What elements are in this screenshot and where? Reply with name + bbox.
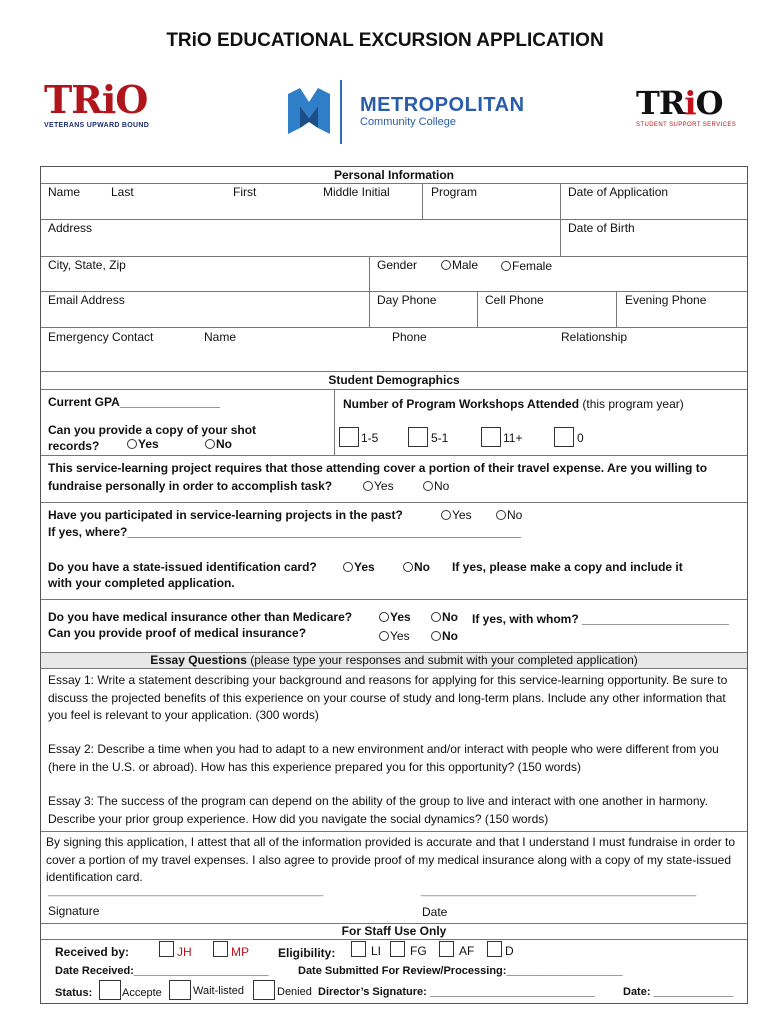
metropolitan-logo — [288, 78, 528, 146]
radio-icon — [423, 481, 433, 491]
status-waitlisted-checkbox[interactable] — [169, 980, 191, 1000]
radio-icon — [501, 261, 511, 271]
received-mp-checkbox[interactable] — [213, 941, 228, 957]
city-state-zip-label: City, State, Zip — [48, 258, 126, 272]
status-label: Status: — [55, 987, 93, 999]
radio-icon — [379, 631, 389, 641]
date-of-birth-label: Date of Birth — [568, 221, 635, 235]
service-learning-no-option[interactable]: No — [496, 508, 522, 522]
cell-phone-label: Cell Phone — [485, 293, 544, 307]
radio-icon — [127, 439, 137, 449]
state-id-question: Do you have a state-issued identification card? — [48, 560, 317, 574]
workshops-0-label: 0 — [577, 431, 584, 445]
staff-date-field[interactable]: Date: _____________ — [623, 986, 734, 998]
logo-divider — [340, 80, 342, 144]
staff-use-header: For Staff Use Only — [41, 924, 747, 939]
received-by-label: Received by: — [55, 945, 130, 959]
fundraise-yes-option[interactable]: Yes — [363, 479, 394, 493]
trio-veterans-logo — [44, 77, 154, 136]
radio-icon — [431, 631, 441, 641]
radio-icon — [363, 481, 373, 491]
service-learning-where-field[interactable]: If yes, where?___________________________________________________________ — [48, 525, 522, 539]
essay-3-prompt: Essay 3: The success of the program can depend on the ability of the group to live and interact with one another in harmony. Describe your prior group experience. How did you navigate the social dynamics? (150 words) — [48, 794, 708, 826]
received-jh-label: JH — [177, 945, 192, 959]
trio-sss-word: TRiO — [636, 84, 723, 122]
emergency-relationship-label: Relationship — [561, 330, 628, 344]
workshops-label: Number of Program Workshops Attended (this program year) — [343, 397, 684, 411]
workshops-0-checkbox[interactable] — [554, 427, 574, 447]
essay-questions-header: Essay Questions (please type your responses and submit with your completed application) — [41, 653, 747, 668]
trio-logo-subtitle: VETERANS UPWARD BOUND — [44, 122, 150, 129]
trio-sss-logo — [636, 86, 746, 132]
program-label: Program — [431, 185, 478, 199]
workshops-11-checkbox[interactable] — [481, 427, 501, 447]
medical-insurance-whom-field[interactable]: If yes, with whom? ______________________ — [472, 612, 729, 626]
eligibility-li-checkbox[interactable] — [351, 941, 366, 957]
date-submitted-field[interactable]: Date Submitted For Review/Processing:___________________ — [298, 965, 623, 977]
radio-icon — [441, 510, 451, 520]
eligibility-fg-checkbox[interactable] — [390, 941, 405, 957]
proof-of-insurance-question: Can you provide proof of medical insurance? — [48, 626, 307, 640]
eligibility-li-label: LI — [371, 944, 382, 958]
fundraise-no-option[interactable]: No — [423, 479, 449, 493]
proof-insurance-yes-option[interactable]: Yes — [379, 629, 410, 643]
radio-icon — [379, 612, 389, 622]
shot-no-option[interactable]: No — [205, 437, 232, 451]
status-denied-checkbox[interactable] — [253, 980, 275, 1000]
radio-icon — [403, 562, 413, 572]
state-id-question-line2: with your completed application. — [48, 576, 235, 590]
status-accepted-checkbox[interactable] — [99, 980, 121, 1000]
day-phone-label: Day Phone — [377, 293, 437, 307]
emergency-phone-label: Phone — [392, 330, 427, 344]
gender-male-option[interactable]: Male — [441, 258, 478, 272]
status-waitlisted-label: Wait-listed — [193, 985, 244, 997]
eligibility-d-label: D — [505, 944, 514, 958]
first-name-label: First — [233, 185, 257, 199]
state-id-note: If yes, please make a copy and include it — [452, 560, 683, 574]
eligibility-fg-label: FG — [410, 944, 427, 958]
proof-insurance-no-option[interactable]: No — [431, 629, 458, 643]
date-received-field[interactable]: Date Received:______________________ — [55, 965, 269, 977]
workshops-1-5-checkbox[interactable] — [339, 427, 359, 447]
received-mp-label: MP — [231, 945, 249, 959]
essay-1-prompt: Essay 1: Write a statement describing your background and reasons for applying for this service-learning opportunity. Be sure to discuss the projected benefits of this experience on your course of study and long-term plans. Include any other information that you feel is relevant to your application. (300 words) — [48, 673, 728, 722]
metropolitan-m-icon — [288, 88, 330, 136]
student-demographics-header: Student Demographics — [41, 372, 747, 389]
middle-initial-label: Middle Initial — [323, 185, 390, 199]
signature-line[interactable]: _____________________________________________ — [48, 885, 324, 897]
state-id-no-option[interactable]: No — [403, 560, 430, 574]
eligibility-af-checkbox[interactable] — [439, 941, 454, 957]
eligibility-d-checkbox[interactable] — [487, 941, 502, 957]
application-form — [40, 166, 748, 1004]
emergency-contact-label: Emergency Contact — [48, 330, 154, 344]
attestation-text: By signing this application, I attest that all of the information provided is accurate and that I understand I must fundraise in order to cover a portion of my travel expenses. I also agree to provide proof of my medical insurance along with a copy of my state-issued identification card. — [46, 835, 736, 884]
fundraise-question-line2: fundraise personally in order to accomplish task? — [48, 479, 333, 493]
gender-female-option[interactable]: Female — [501, 259, 552, 273]
workshops-5-1-checkbox[interactable] — [408, 427, 428, 447]
service-learning-question: Have you participated in service-learning projects in the past? — [48, 508, 403, 522]
eligibility-af-label: AF — [459, 944, 475, 958]
email-address-label: Email Address — [48, 293, 125, 307]
radio-icon — [496, 510, 506, 520]
signature-label: Signature — [48, 904, 100, 918]
form-title: TRiO EDUCATIONAL EXCURSION APPLICATION — [166, 30, 604, 51]
evening-phone-label: Evening Phone — [625, 293, 707, 307]
medical-insurance-yes-option[interactable]: Yes — [379, 610, 411, 624]
status-denied-label: Denied — [277, 986, 312, 998]
workshops-1-5-label: 1-5 — [361, 431, 379, 445]
shot-records-question-line2: records? — [48, 439, 100, 453]
shot-records-question: Can you provide a copy of your shot — [48, 423, 257, 437]
gender-label: Gender — [377, 258, 418, 272]
address-label: Address — [48, 221, 93, 235]
emergency-name-label: Name — [204, 330, 237, 344]
current-gpa-field[interactable]: Current GPA_______________ — [48, 395, 220, 409]
date-line[interactable]: _____________________________________________ — [421, 885, 697, 897]
fundraise-question: This service-learning project requires that those attending cover a portion of their travel expense. Are you willing to — [48, 461, 708, 475]
radio-icon — [431, 612, 441, 622]
trio-sss-subtitle: STUDENT SUPPORT SERVICES — [636, 122, 737, 128]
status-accepted-label: Accepte — [122, 987, 162, 999]
personal-info-header: Personal Information — [41, 167, 747, 183]
service-learning-yes-option[interactable]: Yes — [441, 508, 472, 522]
trio-logo-word: TRiO — [44, 77, 148, 122]
community-college-name: Community College — [360, 116, 456, 128]
medical-insurance-no-option[interactable]: No — [431, 610, 458, 624]
medical-insurance-question: Do you have medical insurance other than Medicare? — [48, 610, 353, 624]
directors-signature-field[interactable]: Director’s Signature: ___________________________ — [318, 986, 596, 998]
shot-yes-option[interactable]: Yes — [127, 437, 159, 451]
received-jh-checkbox[interactable] — [159, 941, 174, 957]
name-label: Name — [48, 185, 81, 199]
date-label: Date — [422, 905, 448, 919]
date-of-application-label: Date of Application — [568, 185, 669, 199]
workshops-5-1-label: 5-1 — [431, 431, 449, 445]
radio-icon — [343, 562, 353, 572]
radio-icon — [205, 439, 215, 449]
metropolitan-name: METROPOLITAN — [360, 94, 525, 116]
workshops-11-label: 11+ — [503, 431, 523, 445]
state-id-yes-option[interactable]: Yes — [343, 560, 375, 574]
essay-2-prompt: Essay 2: Describe a time when you had to adapt to a new environment and/or interact with people who were different from you (here in the U.S. or abroad). How has this experience prepared you for this opportunity? (150 words) — [48, 742, 719, 774]
eligibility-label: Eligibility: — [278, 946, 336, 960]
last-name-label: Last — [111, 185, 134, 199]
radio-icon — [441, 260, 451, 270]
